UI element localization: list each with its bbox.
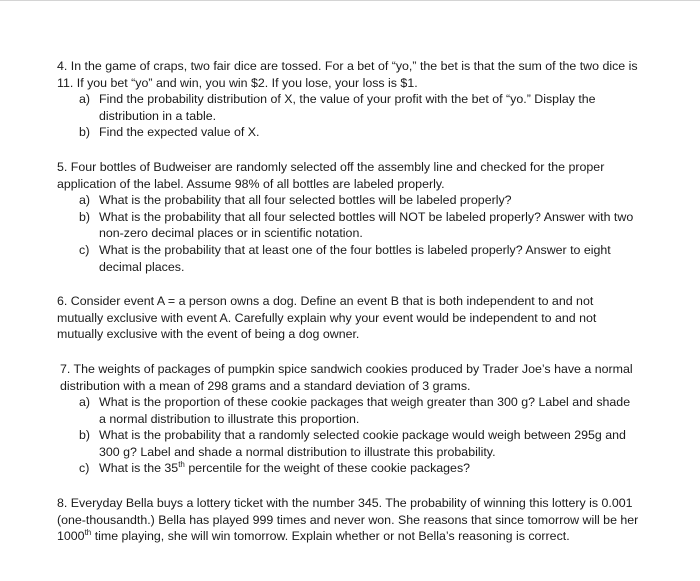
question-5-part-b [57,209,640,242]
ordinal-suffix: th [84,528,92,538]
part-text [99,461,470,475]
part-text: What is the probability that all four selected bottles will be labeled properly? [99,193,512,208]
part-text: Find the probability distribution of X, the value of your profit with the bet of “yo.” Display the distribution in a table. [99,92,596,123]
question-6-stem: 6. Consider event A = a person owns a dog. Define an event B that is both independent to and not mutually exclusive with event A. Carefully explain why your event would be independent to and not mutually exclusive with the event of being a dog owner. [57,294,597,342]
question-5 [57,159,640,275]
stem-text-before: 8. Everyday Bella buys a lottery ticket with the number 345. The probability of winning this lottery is 0.001 (one-thousandth.) Bella has played 999 times and never won. She reasons that since tomorrow will be her 1000 [57,496,639,544]
part-text: What is the proportion of these cookie packages that weigh greater than 300 g? Label and shade a normal distribution to illustrate this proportion. [99,395,631,426]
part-marker: c) [79,242,90,257]
question-7-stem: 7. The weights of packages of pumpkin spice sandwich cookies produced by Trader Joe’s have a normal distribution with a mean of 298 grams and a standard deviation of 3 grams. [60,361,633,393]
ordinal-suffix: th [178,460,185,470]
part-marker: a) [79,92,91,107]
part-text: What is the probability that a randomly selected cookie package would weigh between 295g and 300 g? Label and shade a normal distribution to illustrate this probability. [99,428,626,459]
question-5-part-a [57,192,640,209]
question-7-part-b [57,427,640,460]
question-5-stem: 5. Four bottles of Budweiser are randomly selected off the assembly line and checked for the proper application of the label. Assume 98% of all bottles are labeled properly. [57,159,605,191]
question-4-part-a [57,91,640,124]
part-marker: c) [79,461,90,476]
part-marker: a) [79,193,91,208]
part-marker: b) [79,209,91,224]
question-4-part-b [57,124,640,141]
question-7-part-c [57,460,640,477]
part-text: What is the probability that at least one of the four bottles is labeled properly? Answer to eight decimal places. [99,242,611,274]
question-7 [57,361,640,477]
question-8 [57,495,640,545]
part-marker: b) [79,125,91,140]
top-border [0,0,700,1]
question-4-stem: 4. In the game of craps, two fair dice are tossed. For a bet of “yo,” the bet is that the sum of the two dice is 11. If you bet “yo” and win, you win $2. If you lose, your loss is $1. [57,59,638,90]
question-6 [57,293,640,343]
question-5-part-c [57,242,640,275]
stem-text-after: time playing, she will win tomorrow. Explain whether or not Bella’s reasoning is correct. [91,529,570,544]
part-text-before: What is the 35 [99,461,179,476]
part-text-after: percentile for the weight of these cookie packages? [184,461,471,476]
part-marker: a) [79,395,91,410]
question-5-parts [57,192,640,275]
part-text: What is the probability that all four selected bottles will NOT be labeled properly? Answer with two non-zero decimal places or in scientific notation. [99,209,634,241]
question-7-parts [57,394,640,477]
question-4-parts [57,91,640,141]
part-text: Find the expected value of X. [99,125,260,140]
part-marker: b) [79,428,91,443]
question-4 [57,58,640,141]
question-8-stem [57,495,640,545]
document-page [57,58,640,563]
question-7-part-a [57,394,640,427]
